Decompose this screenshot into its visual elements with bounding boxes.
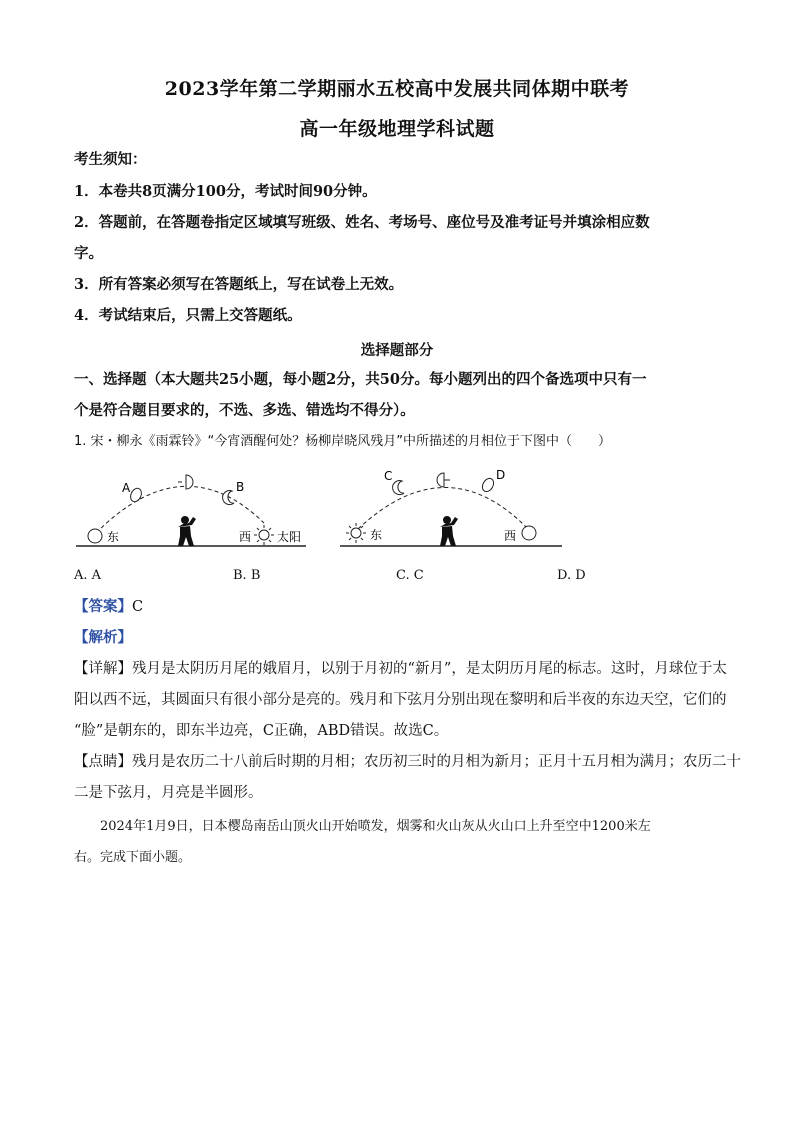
- detail-line-3: “脸”是朝东的，即东半边亮，C正确，ABD错误。故选C。: [74, 723, 449, 739]
- option-c: C. C: [396, 568, 424, 583]
- note-line-2: 二是下弦月，月亮是半圆形。: [74, 785, 263, 801]
- notice-heading: 考生须知：: [74, 151, 147, 168]
- moon-phase-figure-right: [338, 465, 568, 555]
- observer-person-icon: [440, 516, 458, 546]
- detail-line-1: [74, 659, 727, 679]
- answer-tag: 【答案】: [74, 598, 132, 615]
- detail-tag: 【详解】: [74, 661, 132, 677]
- notice-item-4: 4．考试结束后，只需上交答题纸。: [74, 307, 302, 324]
- passage-line-2: 右。完成下面小题。: [74, 850, 192, 865]
- question-1-stem: 1. 宋・柳永《雨霖铃》“今宵酒醒何处？杨柳岸晓风残月”中所描述的月相位于下图中（ ）: [74, 434, 612, 449]
- moon-a-gibbous: [129, 487, 144, 504]
- label-b: B: [236, 480, 245, 494]
- analysis-line: [74, 628, 724, 648]
- moon-west-full: [522, 526, 536, 540]
- observer-person-icon: [178, 516, 196, 546]
- notice-item-1: 1．本卷共8页满分100分，考试时间90分钟。: [74, 183, 377, 200]
- answer-value: C: [132, 599, 144, 615]
- label-west: 西: [504, 529, 517, 543]
- notice-item-3: 3．所有答案必须写在答题纸上，写在试卷上无效。: [74, 276, 404, 293]
- note-line-1: [74, 752, 741, 772]
- answer-line: [74, 597, 724, 617]
- label-c: C: [384, 469, 393, 483]
- option-a: A. A: [74, 568, 102, 583]
- moon-east-full: [88, 529, 102, 543]
- option-d: D. D: [557, 568, 586, 583]
- moon-path-arc: [358, 487, 530, 531]
- exam-subtitle: 高一年级地理学科试题: [299, 118, 495, 140]
- section-heading: 选择题部分: [360, 342, 434, 359]
- section-intro-line1: 一、选择题（本大题共25小题，每小题2分，共50分。每小题列出的四个备选项中只有一: [74, 371, 647, 388]
- moon-c-crescent: [393, 481, 404, 495]
- detail-text-1: 残月是太阴历月尾的娥眉月，以别于月初的“新月”，是太阴历月尾的标志。这时，月球位于太: [132, 661, 727, 677]
- passage-line-1: 2024年1月9日，日本樱岛南岳山顶火山开始喷发，烟雾和火山灰从火山口上升至空中1200米左: [100, 819, 651, 834]
- analysis-tag: 【解析】: [74, 629, 132, 646]
- label-d: D: [496, 468, 506, 482]
- exam-title: 2023学年第二学期丽水五校高中发展共同体期中联考: [164, 78, 630, 100]
- label-east: 东: [107, 530, 120, 544]
- label-east: 东: [370, 528, 383, 542]
- label-west: 西: [239, 530, 252, 544]
- detail-line-2: 阳以西不远，其圆面只有很小部分是亮的。残月和下弦月分别出现在黎明和后半夜的东边天空，它们的: [74, 692, 727, 708]
- moon-b-crescent: [223, 491, 234, 505]
- note-text-1: 残月是农历二十八前后时期的月相；农历初三时的月相为新月；正月十五月相为满月；农历二十: [132, 754, 741, 770]
- moon-phase-figure-left: [74, 465, 314, 555]
- sun-icon: [254, 525, 274, 545]
- moon-half-top: [186, 475, 193, 489]
- notice-item-2-cont: 字。: [74, 245, 103, 262]
- moon-d-gibbous: [480, 476, 496, 493]
- sun-icon: [346, 523, 366, 543]
- notice-item-2: 2．答题前，在答题卷指定区域填写班级、姓名、考场号、座位号及准考证号并填涂相应数: [74, 214, 650, 231]
- option-b: B. B: [233, 568, 261, 583]
- note-tag: 【点睛】: [74, 754, 132, 770]
- label-sun: 太阳: [277, 530, 302, 544]
- section-intro-line2: 个是符合题目要求的，不选、多选、错选均不得分）。: [74, 402, 415, 419]
- moon-half-top: [437, 473, 444, 487]
- label-a: A: [122, 481, 131, 495]
